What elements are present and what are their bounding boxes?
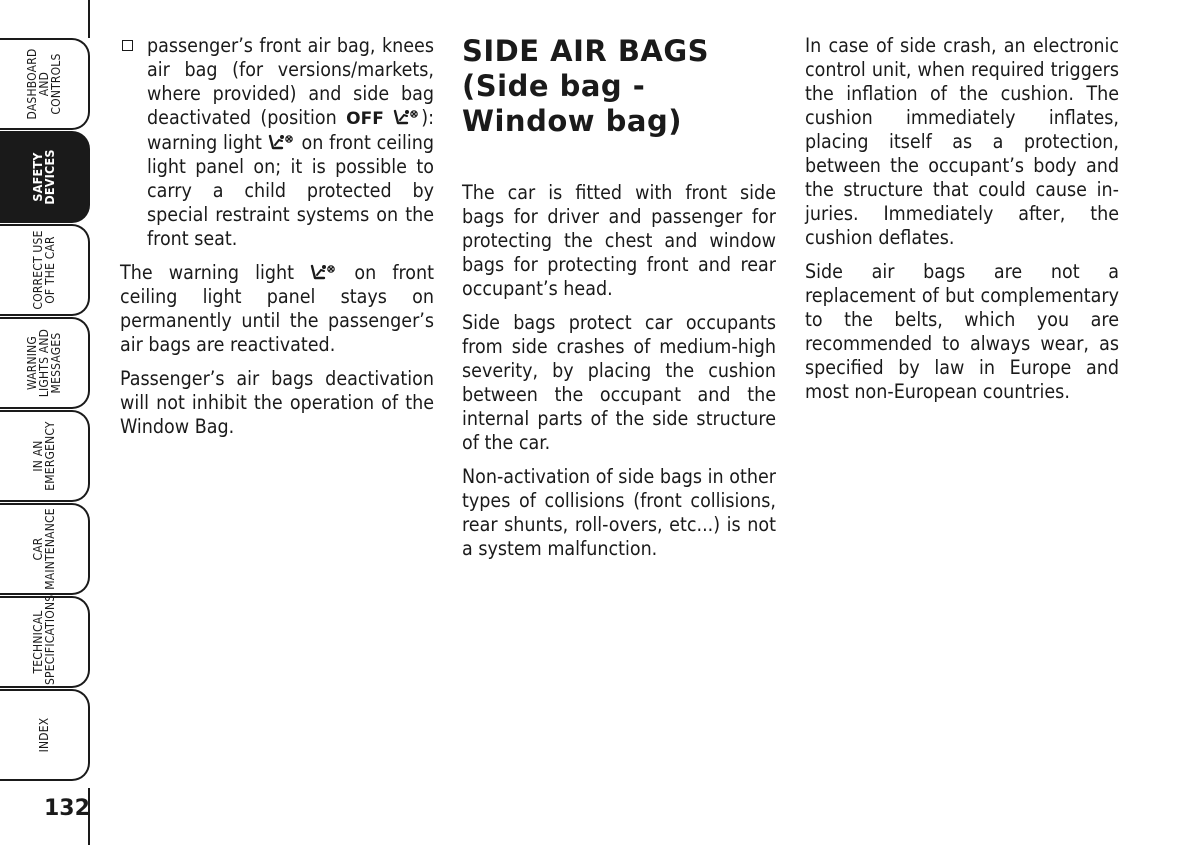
tab-label: DASHBOARD AND CONTROLS — [25, 48, 63, 120]
column-1 — [120, 34, 434, 449]
bullet-text — [147, 34, 434, 251]
section-heading: SIDE AIR BAGS (Side bag - Window bag) — [462, 34, 710, 138]
text-run: ): warning light — [147, 106, 435, 154]
tab-label: CORRECT USE OF THE CAR — [31, 230, 57, 310]
tab-label: WARNING LIGHTS AND MESSAGES — [25, 328, 63, 398]
tab-warning-lights-and-messages[interactable] — [0, 317, 90, 409]
text-run: on front ceiling light panel on; it is possible to carry a child protected by special restraint systems on the front seat. — [147, 131, 434, 250]
tab-label: INDEX — [37, 717, 51, 753]
paragraph: Passenger’s air bags deactivation will not inhibit the operation of the Window Bag. — [120, 367, 434, 438]
off-position-label: OFF — [346, 109, 384, 129]
paragraph: In case of side crash, an electronic control unit, when required triggers the inflation of the cushion. The cushion immediately inflates, placing itself as a protection, between the occupant’s body and the structure that could cause injuries. Immediately after, the cushion deflates. — [805, 34, 1119, 249]
tab-label: IN AN EMERGENCY — [31, 421, 57, 491]
paragraph: The car is fitted with front side bags for driver and passenger for protecting the chest and window bags for protecting front and rear occupant’s head. — [462, 181, 776, 300]
sidebar-rail — [88, 0, 90, 38]
column-3 — [805, 34, 1119, 414]
tab-label: SAFETY DEVICES — [30, 149, 57, 205]
passenger-airbag-off-icon — [268, 133, 296, 151]
passenger-airbag-off-icon — [393, 108, 421, 126]
bullet-item — [120, 34, 434, 251]
paragraph: Non-activation of side bags in other types of collisions (front collisions, rear shunts, roll-overs, etc...) is not a system malfunction. — [462, 465, 776, 560]
column-2 — [462, 34, 776, 571]
text-run: on front ceiling light panel stays on permanently until the passenger’s air bags are reactivated. — [120, 261, 435, 356]
text-run: The warning light — [120, 261, 311, 284]
passenger-airbag-off-icon — [310, 263, 338, 281]
paragraph: Side bags protect car occupants from side crashes of medium-high severity, by placing the cushion between the occupant and the internal parts of the side structure of the car. — [462, 311, 776, 454]
tab-in-an-emergency[interactable] — [0, 410, 90, 502]
chapter-sidebar — [0, 0, 92, 845]
page-number: 132 — [44, 796, 90, 821]
checkbox-bullet-icon — [122, 40, 133, 51]
tab-dashboard-and-controls[interactable] — [0, 38, 90, 130]
tab-index[interactable] — [0, 689, 90, 781]
tab-label: CAR MAINTENANCE — [31, 508, 57, 590]
tab-technical-specifications[interactable] — [0, 596, 90, 688]
tab-correct-use-of-the-car[interactable] — [0, 224, 90, 316]
text-run: passenger’s front air bag, knees air bag (for versions/markets, where provided) and side bag deactivated (position — [147, 34, 434, 129]
tab-safety-devices[interactable] — [0, 131, 90, 223]
paragraph: Side air bags are not a replacement of but complementary to the belts, which you are recommended to always wear, as specified by law in Europe and most non-European countries. — [805, 260, 1119, 403]
paragraph — [120, 261, 434, 357]
tab-label: TECHNICAL SPECIFICATIONS — [31, 594, 57, 685]
tab-car-maintenance[interactable] — [0, 503, 90, 595]
